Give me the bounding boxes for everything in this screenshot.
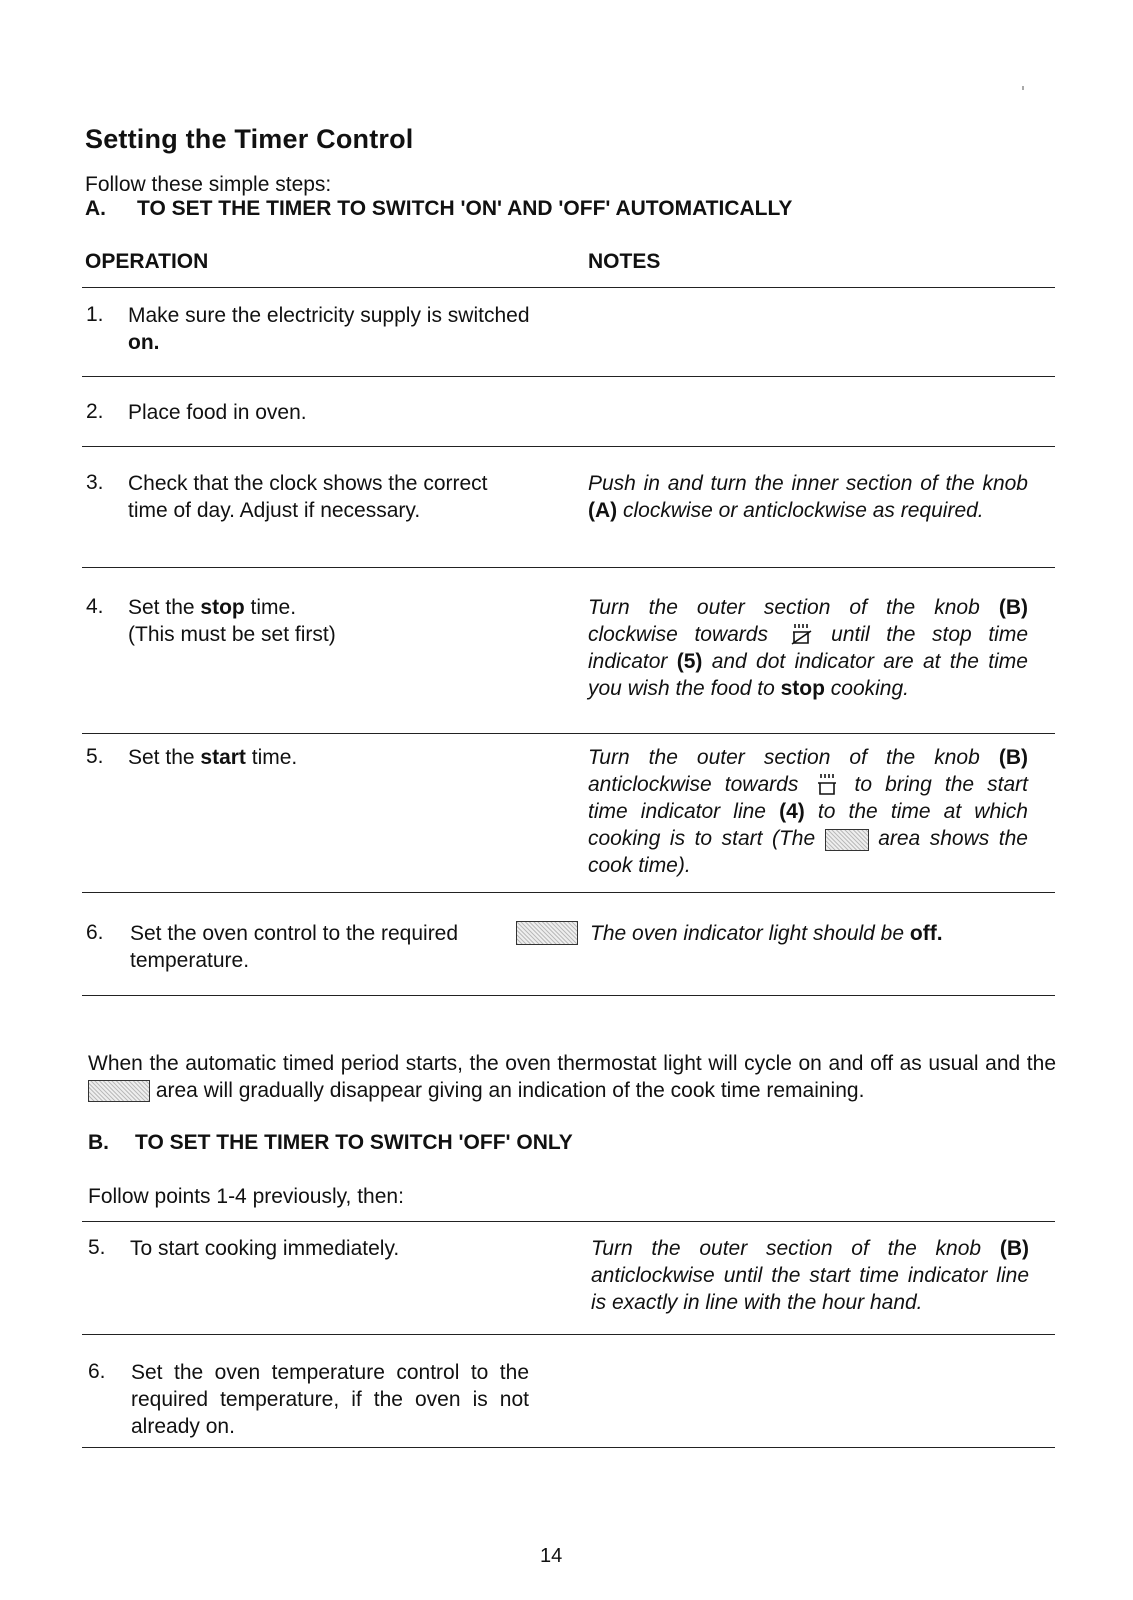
step-number: 5.	[88, 1236, 106, 1259]
divider	[82, 1447, 1055, 1448]
step-operation: Set the oven control to the required temperature.	[130, 922, 459, 972]
shaded-area-icon	[825, 829, 869, 851]
page-number: 14	[540, 1545, 563, 1567]
section-b-intro: Follow points 1-4 previously, then:	[88, 1185, 404, 1208]
step-operation: Set the stop time. (This must be set first)	[128, 596, 336, 646]
pan-crossed-icon	[785, 622, 815, 648]
divider	[82, 733, 1055, 734]
step-number: 6.	[86, 921, 104, 944]
page-title: Setting the Timer Control	[85, 124, 414, 154]
divider	[82, 446, 1055, 447]
col-notes-header: NOTES	[588, 250, 661, 273]
step-operation: Set the start time.	[128, 746, 298, 769]
step-number: 2.	[86, 400, 104, 423]
divider	[82, 376, 1055, 377]
divider	[82, 1221, 1055, 1222]
section-b-letter: B.	[88, 1131, 109, 1154]
step-operation: Make sure the electricity supply is switched on.	[128, 304, 530, 354]
shaded-area-icon	[516, 921, 578, 945]
divider	[82, 892, 1055, 893]
step-note: Turn the outer section of the knob (B) anticlockwise towards to bring the start time indicator line (4) to the time at which cooking is to start (The area shows the cook time).	[588, 746, 1028, 878]
divider	[82, 287, 1055, 288]
step-operation: Place food in oven.	[128, 401, 307, 424]
step-note: Turn the outer section of the knob (B) clockwise towards until the stop time indicator (5) and dot indicator are at the time you wish the food to stop cooking.	[588, 596, 1028, 701]
paragraph: When the automatic timed period starts, the oven thermostat light will cycle on and off as usual and the area will gradually disappear giving an indication of the cook time remaining.	[88, 1052, 1056, 1102]
section-a-letter: A.	[85, 197, 106, 220]
divider	[82, 995, 1055, 996]
step-operation: Check that the clock shows the correct time of day. Adjust if necessary.	[128, 472, 488, 522]
step-number: 3.	[86, 471, 104, 494]
step-note: The oven indicator light should be off.	[590, 922, 943, 945]
shaded-area-icon	[88, 1080, 150, 1102]
speck-mark	[1022, 86, 1024, 90]
intro-text: Follow these simple steps:	[85, 173, 332, 196]
col-operation-header: OPERATION	[85, 250, 209, 273]
pan-icon	[811, 772, 841, 798]
section-b-title: TO SET THE TIMER TO SWITCH 'OFF' ONLY	[135, 1131, 573, 1154]
divider	[82, 1334, 1055, 1335]
step-number: 4.	[86, 595, 104, 618]
section-b-heading	[88, 1131, 573, 1155]
section-a-title: TO SET THE TIMER TO SWITCH 'ON' AND 'OFF' AUTOMATICALLY	[137, 197, 793, 220]
step-note: Turn the outer section of the knob (B) anticlockwise until the start time indicator line is exactly in line with the hour hand.	[591, 1237, 1029, 1314]
step-number: 1.	[86, 303, 104, 326]
step-number: 6.	[88, 1360, 106, 1383]
step-note: Push in and turn the inner section of the knob (A) clockwise or anticlockwise as required.	[588, 472, 1028, 522]
step-operation: To start cooking immediately.	[130, 1237, 400, 1260]
divider	[82, 567, 1055, 568]
section-a-heading	[85, 197, 792, 221]
step-operation: Set the oven temperature control to the required temperature, if the oven is not already on.	[131, 1361, 529, 1438]
step-number: 5.	[86, 745, 104, 768]
